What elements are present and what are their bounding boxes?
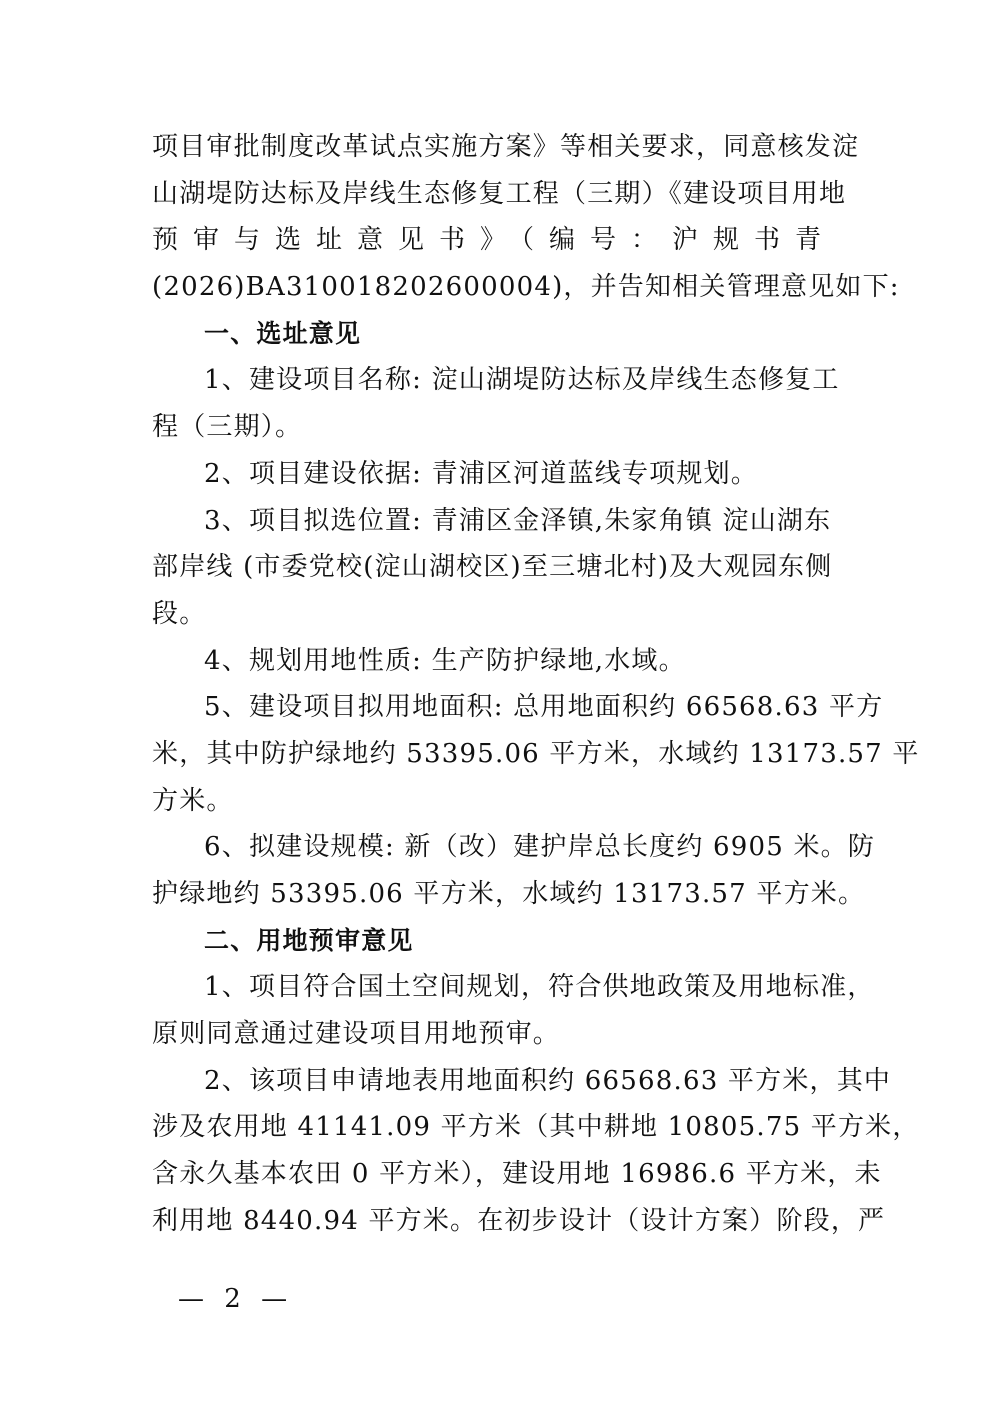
text-line: 含永久基本农田 0 平方米），建设用地 16986.6 平方米，未 [152,1159,882,1190]
text-line: 1、项目符合国土空间规划，符合供地政策及用地标准， [204,972,875,1003]
section-heading: 二、用地预审意见 [204,925,414,955]
text-line: 程（三期）。 [152,412,303,443]
text-line: 涉及农用地 41141.09 平方米（其中耕地 10805.75 平方米， [152,1112,920,1143]
text-line: 护绿地约 53395.06 平方米，水域约 13173.57 平方米。 [152,879,866,909]
text-line: 项目审批制度改革试点实施方案》等相关要求，同意核发淀 [152,132,860,162]
text-line: 2、项目建设依据: 青浦区河道蓝线专项规划。 [204,458,758,489]
text-line: 5、建设项目拟用地面积: 总用地面积约 66568.63 平方 [204,692,884,723]
text-line: 预审与选址意见书》（编号：沪规书青 [152,225,837,256]
text-line: 6、拟建设规模: 新（改）建护岸总长度约 6905 米。防 [204,832,876,863]
text-line: 方米。 [152,785,234,816]
text-line: 部岸线 (市委党校(淀山湖校区)至三塘北村)及大观园东侧 [152,552,833,583]
text-line: 米，其中防护绿地约 53395.06 平方米，水域约 13173.57 平 [152,738,920,769]
text-line: 原则同意通过建设项目用地预审。 [152,1019,561,1050]
page-number: — 2 — [178,1284,294,1314]
text-line: 1、建设项目名称: 淀山湖堤防达标及岸线生态修复工 [204,365,840,396]
section-heading: 一、选址意见 [204,318,362,348]
document-body [152,124,920,1245]
text-line: 4、规划用地性质: 生产防护绿地,水域。 [204,645,686,676]
text-line: (2026)BA310018202600004)，并告知相关管理意见如下: [152,272,900,303]
text-line: 段。 [152,598,207,629]
text-line: 2、该项目申请地表用地面积约 66568.63 平方米，其中 [204,1065,892,1096]
text-line: 3、项目拟选位置: 青浦区金泽镇,朱家角镇 淀山湖东 [204,505,832,536]
text-line: 山湖堤防达标及岸线生态修复工程（三期）《建设项目用地 [152,178,847,209]
text-line: 利用地 8440.94 平方米。在初步设计（设计方案）阶段，严 [152,1205,886,1236]
